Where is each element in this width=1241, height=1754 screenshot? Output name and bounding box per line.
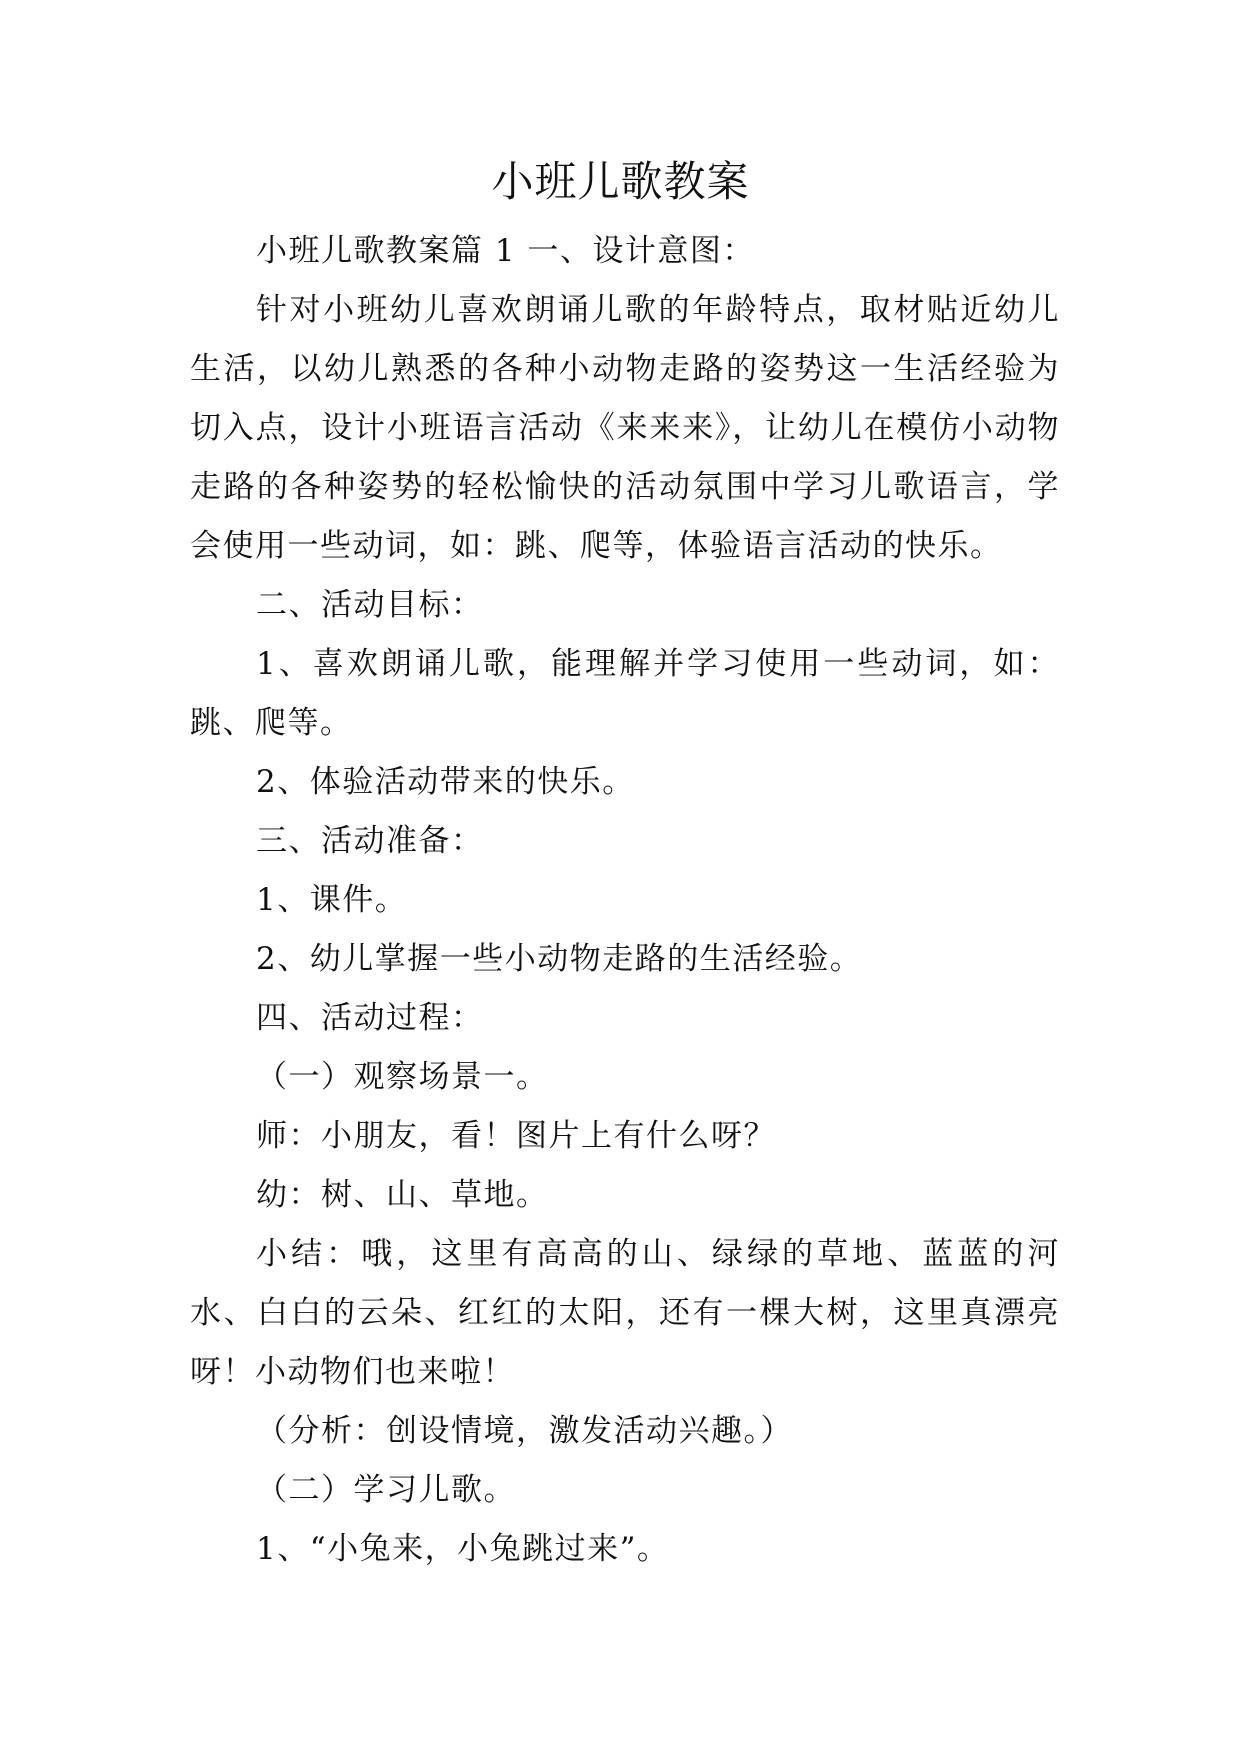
paragraph: 小结：哦，这里有高高的山、绿绿的草地、蓝蓝的河水、白白的云朵、红红的太阳，还有一棵大树，这里真漂亮呀！小动物们也来啦！	[190, 1236, 1060, 1390]
paragraph: 1、“小兔来，小兔跳过来”。	[256, 1531, 670, 1567]
paragraph: 针对小班幼儿喜欢朗诵儿歌的年龄特点，取材贴近幼儿生活，以幼儿熟悉的各种小动物走路的姿势这一生活经验为切入点，设计小班语言活动《来来来》，让幼儿在模仿小动物走路的各种姿势的轻松愉快的活动氛围中学习儿歌语言，学会使用一些动词，如：跳、爬等，体验语言活动的快乐。	[190, 292, 1060, 564]
paragraph: 幼：树、山、草地。	[256, 1177, 549, 1213]
document-body	[190, 222, 1060, 1579]
paragraph: 2、体验活动带来的快乐。	[256, 764, 635, 800]
paragraph: 四、活动过程：	[256, 1000, 484, 1036]
paragraph: 三、活动准备：	[256, 823, 484, 859]
paragraph: 2、幼儿掌握一些小动物走路的生活经验。	[256, 941, 863, 977]
paragraph: （一）观察场景一。	[256, 1059, 549, 1095]
paragraph: 师：小朋友，看！图片上有什么呀？	[256, 1118, 776, 1154]
paragraph: 1、课件。	[256, 882, 408, 918]
paragraph: 二、活动目标：	[256, 587, 484, 623]
paragraph: （分析：创设情境，激发活动兴趣。）	[256, 1413, 793, 1449]
document-title: 小班儿歌教案	[491, 157, 750, 206]
paragraph: （二）学习儿歌。	[256, 1472, 516, 1508]
paragraph: 1、喜欢朗诵儿歌，能理解并学习使用一些动词，如：跳、爬等。	[190, 646, 1060, 741]
paragraph: 小班儿歌教案篇 1 一、设计意图：	[256, 233, 755, 269]
